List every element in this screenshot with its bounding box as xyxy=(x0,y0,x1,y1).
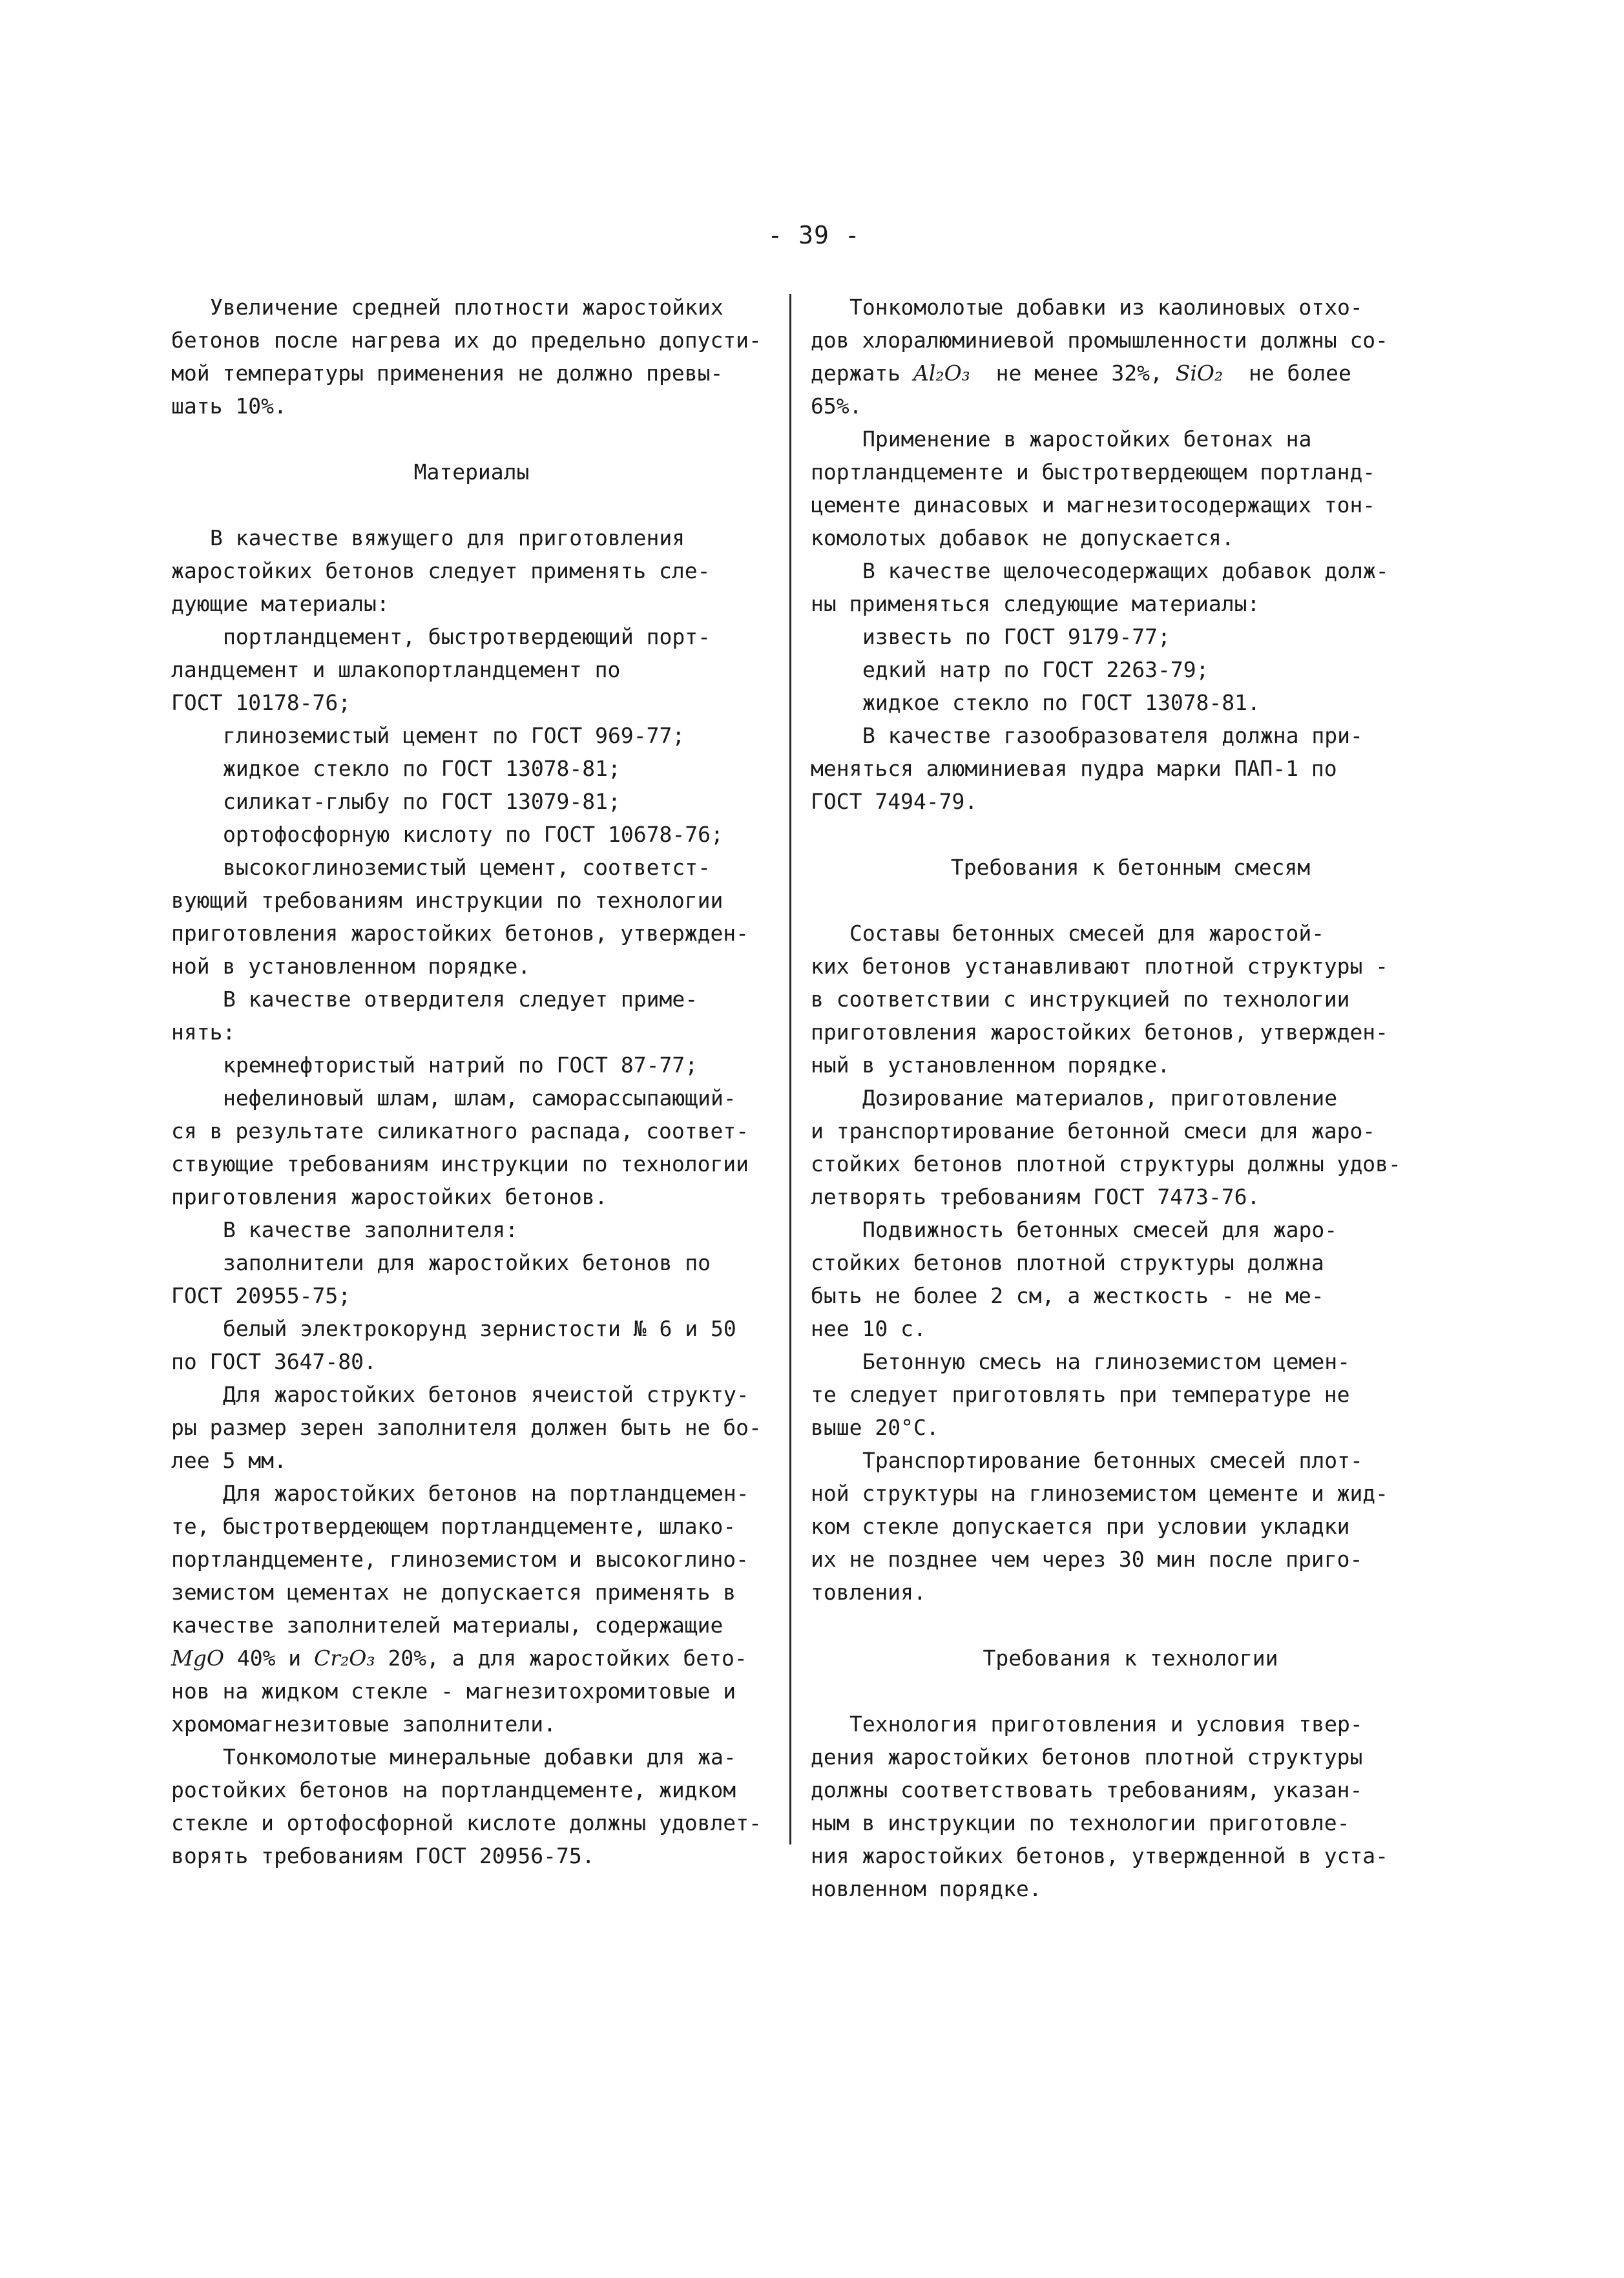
text-line: ный в установленном порядке. xyxy=(811,1052,1171,1078)
text-line xyxy=(811,357,1450,390)
text-line: приготовления жаростойких бетонов. xyxy=(171,1184,608,1209)
text-line: ортофосфорную кислоту по ГОСТ 10678-76; xyxy=(223,822,724,847)
text-line: по ГОСТ 3647-80. xyxy=(171,1349,377,1374)
text-line: ной структуры на глиноземистом цементе и жид- xyxy=(811,1481,1389,1506)
chemical-formula: Al₂O₃ xyxy=(913,361,970,386)
text-line: нее 10 с. xyxy=(811,1316,926,1341)
text-line: заполнители для жаростойких бетонов по xyxy=(223,1250,711,1275)
left-column xyxy=(171,291,772,1872)
text-line: бетонов после нагрева их до предельно допусти- xyxy=(171,328,762,353)
right-column xyxy=(811,291,1450,1905)
text-line: быть не более 2 см, а жесткость - не ме- xyxy=(811,1283,1324,1308)
text-line: 65%. xyxy=(811,393,862,419)
text-line: летворять требованиям ГОСТ 7473-76. xyxy=(811,1184,1260,1209)
text-fragment: держать xyxy=(811,361,913,386)
text-fragment: 20%, а для жаростойких бето- xyxy=(375,1646,747,1671)
text-fragment: не менее 32%, xyxy=(970,361,1176,386)
column-divider xyxy=(789,294,791,1844)
text-line: известь по ГОСТ 9179-77; xyxy=(862,624,1171,649)
text-line: цементе динасовых и магнезитосодержащих тон- xyxy=(811,492,1376,517)
text-line: Для жаростойких бетонов на портландцемен- xyxy=(223,1481,749,1506)
text-line: ростойких бетонов на портландцементе, жидком xyxy=(171,1777,736,1803)
text-line: едкий натр по ГОСТ 2263-79; xyxy=(862,657,1209,682)
chemical-formula: Cr₂O₃ xyxy=(314,1646,375,1671)
text-line: ГОСТ 7494-79. xyxy=(811,789,978,814)
text-line: те, быстротвердеющем портландцементе, шлако- xyxy=(171,1514,736,1539)
text-line: Подвижность бетонных смесей для жаро- xyxy=(862,1217,1338,1242)
text-line: Тонкомолотые добавки из каолиновых отхо- xyxy=(849,295,1363,320)
text-line: качестве заполнителей материалы, содержащие xyxy=(171,1613,724,1638)
text-line: портландцементе и быстротвердеющем портланд- xyxy=(811,459,1376,485)
text-line: жаростойких бетонов следует применять сле- xyxy=(171,558,711,583)
text-line: вующий требованиям инструкции по технологии xyxy=(171,888,724,913)
text-line: ГОСТ 20955-75; xyxy=(171,1283,351,1308)
section-heading: Требования к бетонным смесям xyxy=(950,855,1311,880)
paragraph-gap xyxy=(171,488,772,521)
chemical-formula: MgO xyxy=(171,1646,224,1671)
text-line: Увеличение средней плотности жаростойких xyxy=(210,295,724,320)
text-line: ком стекле допускается при условии укладки xyxy=(811,1514,1350,1539)
paragraph-gap xyxy=(811,884,1450,917)
text-line: Транспортирование бетонных смесей плот- xyxy=(862,1448,1363,1473)
text-line: выше 20°С. xyxy=(811,1415,939,1440)
text-line: кремнефтористый натрий по ГОСТ 87-77; xyxy=(223,1052,698,1078)
text-line: ным в инструкции по технологии приготовле- xyxy=(811,1810,1350,1835)
text-line: силикат-глыбу по ГОСТ 13079-81; xyxy=(223,789,621,814)
text-line: дов хлоралюминиевой промышленности должны со- xyxy=(811,328,1389,353)
text-line: портландцементе, глиноземистом и высокоглино- xyxy=(171,1547,749,1572)
text-line: меняться алюминиевая пудра марки ПАП-1 по xyxy=(811,756,1337,781)
section-heading: Требования к технологии xyxy=(983,1646,1278,1671)
text-line: товления. xyxy=(811,1580,926,1605)
paragraph-gap xyxy=(811,1675,1450,1708)
text-line: ны применяться следующие материалы: xyxy=(811,591,1260,616)
text-line: жидкое стекло по ГОСТ 13078-81; xyxy=(223,756,621,781)
text-line: ворять требованиям ГОСТ 20956-75. xyxy=(171,1843,595,1868)
text-line: В качестве вяжущего для приготовления xyxy=(210,525,685,550)
text-line: ры размер зерен заполнителя должен быть не бо- xyxy=(171,1415,762,1440)
text-line: Бетонную смесь на глиноземистом цемен- xyxy=(862,1349,1350,1374)
text-line: В качестве газообразователя должна при- xyxy=(862,723,1363,748)
text-line: стойких бетонов плотной структуры должны удов- xyxy=(811,1151,1401,1176)
text-line: высокоглиноземистый цемент, соответст- xyxy=(223,855,711,880)
text-line: хромомагнезитовые заполнители. xyxy=(171,1711,557,1737)
text-line: ких бетонов устанавливают плотной структуры - xyxy=(811,954,1389,979)
text-line: лее 5 мм. xyxy=(171,1448,287,1473)
text-line: ной в установленном порядке. xyxy=(171,954,531,979)
text-line: шать 10%. xyxy=(171,393,287,419)
paragraph-gap xyxy=(811,818,1450,851)
text-fragment: не более xyxy=(1223,361,1351,386)
text-line: белый электрокорунд зернистости № 6 и 50 xyxy=(223,1316,736,1341)
text-line: жидкое стекло по ГОСТ 13078-81. xyxy=(862,690,1260,715)
text-line: Применение в жаростойких бетонах на xyxy=(862,426,1312,452)
text-line: стойких бетонов плотной структуры должна xyxy=(811,1250,1324,1275)
page-number: - 39 - xyxy=(767,221,860,249)
text-line: глиноземистый цемент по ГОСТ 969-77; xyxy=(223,723,685,748)
text-line: Тонкомолотые минеральные добавки для жа- xyxy=(223,1744,736,1770)
text-line: В качестве отвердителя следует приме- xyxy=(223,987,698,1012)
text-line: портландцемент, быстротвердеющий порт- xyxy=(223,624,711,649)
text-line: В качестве заполнителя: xyxy=(223,1217,518,1242)
text-line: Для жаростойких бетонов ячеистой структу- xyxy=(223,1382,749,1407)
text-line: те следует приготовлять при температуре не xyxy=(811,1382,1350,1407)
text-line: комолотых добавок не допускается. xyxy=(811,525,1234,550)
text-line: новленном порядке. xyxy=(811,1876,1042,1901)
text-line: дения жаростойких бетонов плотной структуры xyxy=(811,1744,1363,1770)
text-line: Дозирование материалов, приготовление xyxy=(862,1085,1338,1111)
text-line: ГОСТ 10178-76; xyxy=(171,690,351,715)
text-line: ся в результате силикатного распада, соответ- xyxy=(171,1118,749,1144)
paragraph-gap xyxy=(171,423,772,455)
text-line: стекле и ортофосфорной кислоте должны удовлет- xyxy=(171,1810,762,1835)
text-line: дующие материалы: xyxy=(171,591,390,616)
text-line: В качестве щелочесодержащих добавок долж- xyxy=(862,558,1389,583)
text-line: Составы бетонных смесей для жаростой- xyxy=(849,921,1325,946)
text-line: мой температуры применения не должно превы- xyxy=(171,361,724,386)
text-line: и транспортирование бетонной смеси для жаро- xyxy=(811,1118,1376,1144)
text-line: ландцемент и шлакопортландцемент по xyxy=(171,657,621,682)
text-line: нять: xyxy=(171,1019,236,1045)
text-line: нефелиновый шлам, шлам, саморассыпающий- xyxy=(223,1085,736,1111)
text-line: приготовления жаростойких бетонов, утвержден- xyxy=(811,1019,1389,1045)
paragraph-gap xyxy=(811,1609,1450,1642)
text-line: их не позднее чем через 30 мин после приго- xyxy=(811,1547,1363,1572)
text-line: должны соответствовать требованиям, указан- xyxy=(811,1777,1363,1803)
text-line: приготовления жаростойких бетонов, утвержден- xyxy=(171,921,749,946)
text-line xyxy=(171,1642,772,1675)
text-fragment: 40% и xyxy=(224,1646,315,1671)
text-line: ствующие требованиям инструкции по технологии xyxy=(171,1151,749,1176)
chemical-formula: SiO₂ xyxy=(1175,361,1223,386)
text-line: Технология приготовления и условия твер- xyxy=(849,1711,1363,1737)
text-line: ния жаростойких бетонов, утвержденной в уста- xyxy=(811,1843,1389,1868)
text-line: нов на жидком стекле - магнезитохромитовые и xyxy=(171,1678,736,1704)
text-line: в соответствии с инструкцией по технологии xyxy=(811,987,1350,1012)
section-heading: Материалы xyxy=(413,459,530,485)
text-line: земистом цементах не допускается применять в xyxy=(171,1580,736,1605)
